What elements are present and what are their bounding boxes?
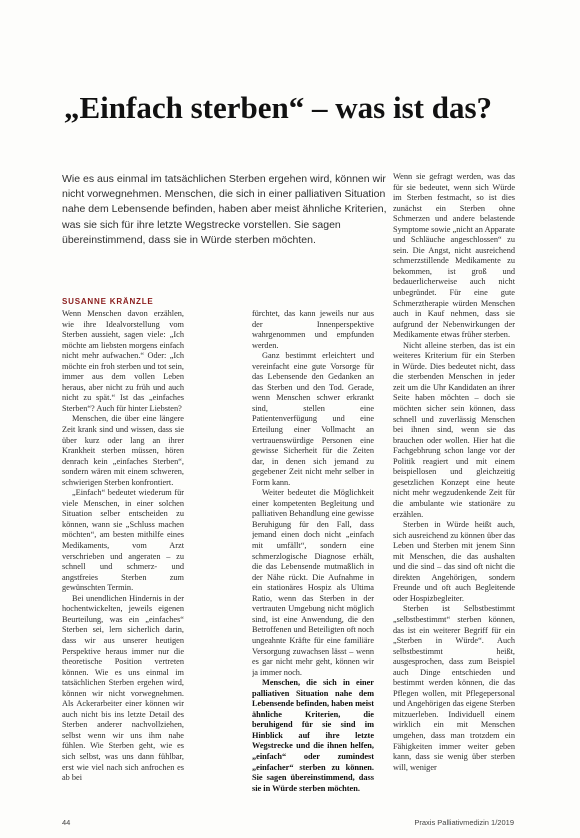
paragraph: Nicht alleine sterben, das ist ein weiteres Kriterium für ein Sterben in Würde. Dies bedeutet nicht, dass die sterbenden Menschen in jeder zeit um die Uhr Kandidaten an ihrer Seite haben möchten – doch sie möchten sicher sein können, dass schnell und zuverlässig Menschen bei ihnen sind, wenn sie das brauchen oder wollen. Hier hat die Fachgebhrung schon lange vor der Politik reagiert und mit einem beispiellosen und gleichzeitig gesetzlichen Konzept eine heute nicht mehr wegzudenkende Zeit für die ambulante wie stationäre zu erzählen. [393,340,515,519]
body-column-3 [393,172,515,811]
paragraph: Wenn sie gefragt werden, was das für sie bedeutet, wenn sich Würde im Sterben festmacht, so ist dies zunächst ein Sterben ohne Schmerzen und andere belastende Symptome sowie „nicht an Apparate und Schläuche angeschlossen“ zu sein. Die Angst, nicht ausreichend schmerzstillende Medikamente zu bekommen, ist groß und bedauerlicherweise auch nicht unbegründet. Für eine gute Schmerztherapie würden Menschen auch in Kauf nehmen, dass sie aufgrund der Nebenwirkungen der Medikamente etwas früher sterben. [393,172,515,340]
paragraph: „Einfach“ bedeutet wiederum für viele Menschen, in einer solchen Situation selber entscheiden zu können, wann sie „Schluss machen möchten“, am besten mithilfe eines Medikaments, vom Arzt verschrieben und angeraten – zu schnell und schmerz- und angstfreies Sterben zum gewünschten Termin. [62,488,184,593]
paragraph: fürchtet, das kann jeweils nur aus der Innenperspektive wahrgenommen und empfunden werden. [252,309,374,350]
paragraph: Bei unendlichen Hindernis in der hochentwickelten, jeweils eigenen Beurteilung, was ein „einfaches“ Sterben sei, lern sicherlich darin, dass wir aus unserer heutigen Perspektive heraus immer nur die theoretische Position vertreten können. Wie es uns einmal im tatsächlichen Sterben ergehen wird, können wir nicht vorwegnehmen. Als Ackerarbeiter einer können wir auch nicht bis ins letzte Detail des Sterben anderer nachvollziehen, selbst wenn wir uns ihm nahe fühlen. Wie Sterben geht, wie es sich selbst, was uns dann fühlbar, erst wie viel nach sich anfrochen es ab bei [62,593,184,783]
paragraph: Wenn Menschen davon erzählen, wie ihre Idealvorstellung vom Sterben aussieht, sagen viele: „Ich möchte am liebsten morgens einfach nicht mehr aufwachen.“ Oder: „Ich möchte ein froh sterben und tot sein, immer aus dem vollen Leben heraus, aber nicht zu früh und auch nicht zu spät.“ Ist das „einfaches Sterben“? Auch für hinter Liebsten? [62,309,184,413]
paragraph: Menschen, die über eine längere Zeit krank sind und wissen, dass sie über kurz oder lang an ihrer Krankheit sterben müssen, hören denrach kein „einfaches Sterben“, sondern wären mit einem schweren, schwierigen Sterben konfrontiert. [62,414,184,487]
bold-paragraph: Menschen, die sich in einer palliativen Situation nahe dem Lebensende befinden, haben meist ähnliche Kriterien, die beruhigend für sie sind im Hinblick auf ihre letzte Wegstrecke und die ihnen helfen, „einfach“ oder zumindest „einfacher“ sterben zu können. Sie sagen übereinstimmend, dass sie in Würde sterben möchten. [252,678,374,793]
body-column-2 [252,309,374,811]
body-column-1 [62,309,184,811]
paragraph: Weiter bedeutet die Möglichkeit einer kompetenten Begleitung und palliativen Behandlung eine gewisse Beruhigung für den Fall, dass jemand einen doch nicht „einfach mit umfällt“, sondern eine schmerzlogische Diagnose erhält, die das Lebensende mutmaßlich in der Nähe rückt. Die Aufnahme in ein stationäres Hospiz als Ultima Ratio, wenn das Sterben in der vertrauten Umgebung nicht möglich sind, ist eine Anwendung, die den Betroffenen und Beteiligten oft noch ungeahnte Kräfte für eine familiäre Versorgung zuwachsen lässt – wenn es gar nicht mehr geht, können wir ja immer noch. [252,488,374,677]
paragraph: Sterben in Würde heißt auch, sich ausreichend zu können über das Leben und Sterben mit jenem Sinn mit Menschen, die das aushalten und die sind – das sind oft nicht die direkten Angehörigen, sondern Freunde und oft auch Begleitende oder Hospizbegleiter. [393,520,515,603]
paragraph: Sterben ist Selbstbestimmt „selbstbestimmt“ sterben können, das ist ein weiterer Begriff für ein „Sterben in Würde“. Auch selbstbestimmt heißt, ausgesprochen, dass zum Beispiel auch Dinge entschieden und bestimmt werden können, die das Pflegen wollen, mit Pflegepersonal und Angehörigen das eigene Sterben mitzuerleben. Individuell einem wirklich ein mit Menschen umgehen, dass man trotzdem ein Fähigkeiten immer weiter geben kann, dass sie wenig über sterben will, weniger [393,604,515,772]
publication-source: Praxis Palliativmedizin 1/2019 [414,818,514,827]
author-name: SUSANNE KRÄNZLE [62,297,154,306]
article-lead: Wie es aus einmal im tatsächlichen Sterben ergehen wird, können wir nicht vorwegnehmen. Menschen, die sich in einer palliativen Situation nahe dem Lebensende befinden, haben aber meist ähnliche Kriterien, was sie sich für ihre letzte Wegstrecke vorstellen. Sie sagen übereinstimmend, dass sie in Würde sterben möchten. [62,173,387,246]
paragraph: Ganz bestimmt erleichtert und vereinfacht eine gute Vorsorge für das Lebensende den Gedanken an das Sterben und den Tod. Gerade, wenn Menschen schwer erkrankt sind, stellen eine Patientenverfügung und eine Erteilung einer Vollmacht an vertrauenswürdige Personen eine gewisse Sicherheit für die Zeiten dar, in denen sich jemand zu gegebener Zeit nicht mehr selber in Form kann. [252,351,374,487]
page-number: 44 [62,818,71,827]
article-title: „Einfach sterben“ – was ist das? [64,90,493,125]
